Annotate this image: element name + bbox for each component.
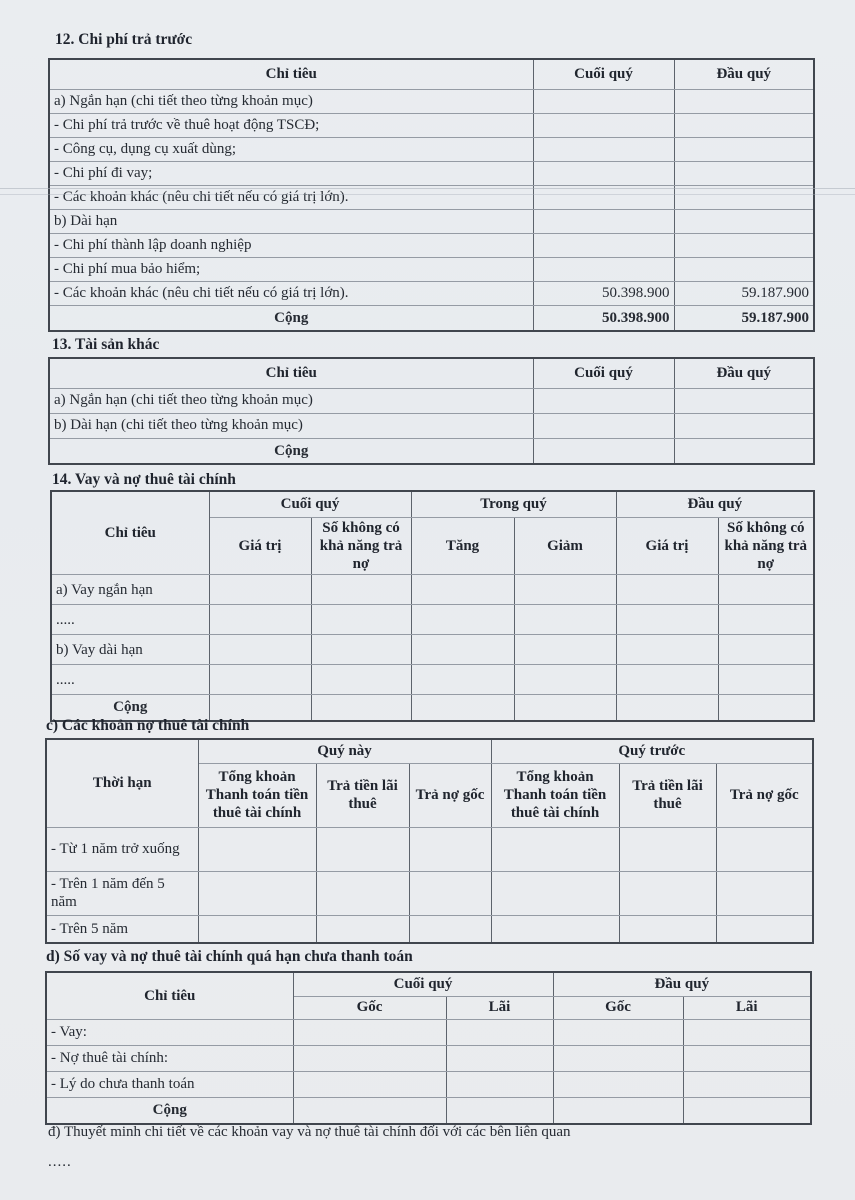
section-14-title: 14. Vay và nợ thuê tài chính xyxy=(52,471,236,488)
cell xyxy=(616,665,718,695)
table-row xyxy=(49,89,814,113)
cell xyxy=(718,605,814,635)
total-label: Cộng xyxy=(49,305,533,331)
cell xyxy=(619,871,716,915)
row-label: - Lý do chưa thanh toán xyxy=(46,1071,293,1097)
row-label: - Trên 1 năm đến 5 năm xyxy=(46,871,198,915)
subheader-tra-tien-lai-thue: Trả tiền lãi thuê xyxy=(619,763,716,827)
cell xyxy=(616,695,718,721)
cell xyxy=(316,827,409,871)
table-row xyxy=(51,575,814,605)
cell-cuoi-quy xyxy=(533,113,674,137)
col-header-thoi-han: Thời hạn xyxy=(46,739,198,827)
cell xyxy=(411,605,514,635)
group-header-quy-nay: Quý này xyxy=(198,739,491,763)
cell xyxy=(553,1019,683,1045)
row-label: - Chi phí mua bảo hiểm; xyxy=(49,257,533,281)
total-label: Cộng xyxy=(51,695,209,721)
cell xyxy=(293,1019,446,1045)
col-header-dau-quy: Đầu quý xyxy=(674,358,814,388)
cell-dau-quy xyxy=(674,137,814,161)
cell-cuoi-quy xyxy=(533,209,674,233)
subheader-gia-tri: Giá trị xyxy=(209,517,311,575)
cell-dau-quy: 59.187.900 xyxy=(674,281,814,305)
cell xyxy=(514,665,616,695)
cell xyxy=(209,665,311,695)
section-13-title: 13. Tài sản khác xyxy=(52,336,160,353)
cell xyxy=(311,605,411,635)
section-dd-note: đ) Thuyết minh chi tiết về các khoản vay và nợ thuê tài chính đối với các bên liên quan xyxy=(48,1124,571,1140)
cell xyxy=(316,915,409,943)
table-group-header-row xyxy=(46,739,813,763)
col-header-chi-tieu: Chỉ tiêu xyxy=(49,59,533,89)
subheader-tang: Tăng xyxy=(411,517,514,575)
other-assets-table xyxy=(48,357,815,465)
cell xyxy=(514,605,616,635)
table-row xyxy=(49,233,814,257)
subheader-tra-no-goc: Trả nợ gốc xyxy=(409,763,491,827)
cell-dau-quy xyxy=(674,89,814,113)
table-row xyxy=(49,209,814,233)
cell xyxy=(491,915,619,943)
table-group-header-row xyxy=(51,491,814,517)
row-label: - Nợ thuê tài chính: xyxy=(46,1045,293,1071)
cell xyxy=(619,827,716,871)
row-label: - Chi phí trả trước về thuê hoạt động TSCĐ; xyxy=(49,113,533,137)
scan-artifact-line xyxy=(0,194,855,195)
total-cuoi-quy xyxy=(533,438,674,464)
cell xyxy=(491,871,619,915)
col-header-cuoi-quy: Cuối quý xyxy=(533,59,674,89)
row-label: - Các khoản khác (nêu chi tiết nếu có giá trị lớn). xyxy=(49,281,533,305)
ellipsis-placeholder: ..... xyxy=(48,1154,72,1170)
total-row xyxy=(49,438,814,464)
cell xyxy=(316,871,409,915)
finance-lease-liabilities-table xyxy=(45,738,814,944)
cell xyxy=(409,871,491,915)
subheader-lai: Lãi xyxy=(683,996,811,1019)
table-row xyxy=(49,388,814,413)
cell-cuoi-quy xyxy=(533,413,674,438)
cell xyxy=(311,635,411,665)
subheader-giam: Giảm xyxy=(514,517,616,575)
cell xyxy=(411,695,514,721)
row-label: - Chi phí thành lập doanh nghiệp xyxy=(49,233,533,257)
cell xyxy=(616,635,718,665)
cell xyxy=(514,575,616,605)
table-row xyxy=(49,137,814,161)
cell xyxy=(619,915,716,943)
cell xyxy=(293,1071,446,1097)
subheader-gia-tri: Giá trị xyxy=(616,517,718,575)
group-header-quy-truoc: Quý trước xyxy=(491,739,813,763)
cell xyxy=(716,827,813,871)
table-row xyxy=(46,1045,811,1071)
cell xyxy=(716,915,813,943)
cell xyxy=(718,635,814,665)
total-dau-quy: 59.187.900 xyxy=(674,305,814,331)
group-header-cuoi-quy: Cuối quý xyxy=(293,972,553,996)
table-row xyxy=(46,827,813,871)
cell xyxy=(198,915,316,943)
table-row xyxy=(49,257,814,281)
cell xyxy=(683,1097,811,1124)
group-header-trong-quy: Trong quý xyxy=(411,491,616,517)
subheader-goc: Gốc xyxy=(293,996,446,1019)
cell-dau-quy xyxy=(674,233,814,257)
row-label: b) Dài hạn (chi tiết theo từng khoản mục) xyxy=(49,413,533,438)
row-label: - Từ 1 năm trở xuống xyxy=(46,827,198,871)
cell-dau-quy xyxy=(674,161,814,185)
cell xyxy=(411,575,514,605)
cell-dau-quy xyxy=(674,257,814,281)
subheader-so-khong-co-kha-nang-tra-no: Số không có khả năng trả nợ xyxy=(718,517,814,575)
subheader-goc: Gốc xyxy=(553,996,683,1019)
group-header-cuoi-quy: Cuối quý xyxy=(209,491,411,517)
total-label: Cộng xyxy=(49,438,533,464)
cell xyxy=(553,1071,683,1097)
cell xyxy=(293,1045,446,1071)
row-label: - Trên 5 năm xyxy=(46,915,198,943)
cell xyxy=(209,575,311,605)
cell xyxy=(716,871,813,915)
table-header-row xyxy=(49,358,814,388)
cell xyxy=(209,605,311,635)
cell xyxy=(491,827,619,871)
cell xyxy=(683,1045,811,1071)
row-label: ..... xyxy=(51,605,209,635)
cell xyxy=(718,665,814,695)
cell xyxy=(409,827,491,871)
row-label: - Các khoản khác (nêu chi tiết nếu có giá trị lớn). xyxy=(49,185,533,209)
cell xyxy=(514,695,616,721)
cell-cuoi-quy xyxy=(533,89,674,113)
col-header-cuoi-quy: Cuối quý xyxy=(533,358,674,388)
row-label: ..... xyxy=(51,665,209,695)
section-d-title: d) Số vay và nợ thuê tài chính quá hạn chưa thanh toán xyxy=(46,948,413,965)
overdue-loans-table xyxy=(45,971,812,1125)
section-12-title: 12. Chi phí trả trước xyxy=(55,31,193,48)
subheader-so-khong-co-kha-nang-tra-no: Số không có khả năng trả nợ xyxy=(311,517,411,575)
cell-cuoi-quy xyxy=(533,257,674,281)
cell xyxy=(446,1097,553,1124)
cell xyxy=(514,635,616,665)
row-label: b) Vay dài hạn xyxy=(51,635,209,665)
prepaid-expenses-table xyxy=(48,58,815,332)
cell xyxy=(683,1019,811,1045)
table-row xyxy=(51,635,814,665)
subheader-tong-khoan-thanh-toan: Tổng khoản Thanh toán tiền thuê tài chính xyxy=(198,763,316,827)
cell xyxy=(293,1097,446,1124)
cell-cuoi-quy: 50.398.900 xyxy=(533,281,674,305)
group-header-dau-quy: Đầu quý xyxy=(553,972,811,996)
cell-dau-quy xyxy=(674,209,814,233)
subheader-tra-tien-lai-thue: Trả tiền lãi thuê xyxy=(316,763,409,827)
scan-artifact-line xyxy=(0,188,855,189)
table-header-row xyxy=(49,59,814,89)
row-label: a) Vay ngắn hạn xyxy=(51,575,209,605)
row-label: b) Dài hạn xyxy=(49,209,533,233)
cell xyxy=(718,575,814,605)
total-label: Cộng xyxy=(46,1097,293,1124)
cell-cuoi-quy xyxy=(533,233,674,257)
table-row xyxy=(51,605,814,635)
table-row xyxy=(46,1071,811,1097)
table-row xyxy=(49,281,814,305)
cell xyxy=(198,871,316,915)
row-label: - Vay: xyxy=(46,1019,293,1045)
cell xyxy=(683,1071,811,1097)
col-header-chi-tieu: Chỉ tiêu xyxy=(51,491,209,575)
cell-dau-quy xyxy=(674,388,814,413)
total-row xyxy=(49,305,814,331)
total-row xyxy=(46,1097,811,1124)
cell-dau-quy xyxy=(674,413,814,438)
cell xyxy=(718,695,814,721)
cell-cuoi-quy xyxy=(533,388,674,413)
cell xyxy=(446,1045,553,1071)
cell xyxy=(411,635,514,665)
row-label: - Chi phí đi vay; xyxy=(49,161,533,185)
row-label: a) Ngắn hạn (chi tiết theo từng khoản mục) xyxy=(49,388,533,413)
cell xyxy=(616,575,718,605)
cell xyxy=(411,665,514,695)
subheader-lai: Lãi xyxy=(446,996,553,1019)
cell xyxy=(311,695,411,721)
cell xyxy=(446,1019,553,1045)
total-cuoi-quy: 50.398.900 xyxy=(533,305,674,331)
cell xyxy=(409,915,491,943)
table-row xyxy=(46,871,813,915)
table-row xyxy=(46,1019,811,1045)
cell xyxy=(198,827,316,871)
cell-cuoi-quy xyxy=(533,137,674,161)
table-row xyxy=(49,113,814,137)
cell xyxy=(553,1045,683,1071)
subheader-tong-khoan-thanh-toan: Tổng khoản Thanh toán tiền thuê tài chính xyxy=(491,763,619,827)
cell xyxy=(446,1071,553,1097)
table-row xyxy=(46,915,813,943)
cell xyxy=(311,575,411,605)
cell xyxy=(553,1097,683,1124)
cell-dau-quy xyxy=(674,113,814,137)
table-row xyxy=(51,665,814,695)
table-group-header-row xyxy=(46,972,811,996)
col-header-dau-quy: Đầu quý xyxy=(674,59,814,89)
table-row xyxy=(49,161,814,185)
section-c-title: c) Các khoản nợ thuê tài chính xyxy=(46,717,250,734)
col-header-chi-tieu: Chỉ tiêu xyxy=(46,972,293,1019)
row-label: - Công cụ, dụng cụ xuất dùng; xyxy=(49,137,533,161)
cell xyxy=(311,665,411,695)
cell-cuoi-quy xyxy=(533,161,674,185)
col-header-chi-tieu: Chỉ tiêu xyxy=(49,358,533,388)
cell xyxy=(209,635,311,665)
row-label: a) Ngắn hạn (chi tiết theo từng khoản mục) xyxy=(49,89,533,113)
group-header-dau-quy: Đầu quý xyxy=(616,491,814,517)
loans-finance-lease-table xyxy=(50,490,815,722)
total-dau-quy xyxy=(674,438,814,464)
table-row xyxy=(49,413,814,438)
cell xyxy=(616,605,718,635)
subheader-tra-no-goc: Trả nợ gốc xyxy=(716,763,813,827)
